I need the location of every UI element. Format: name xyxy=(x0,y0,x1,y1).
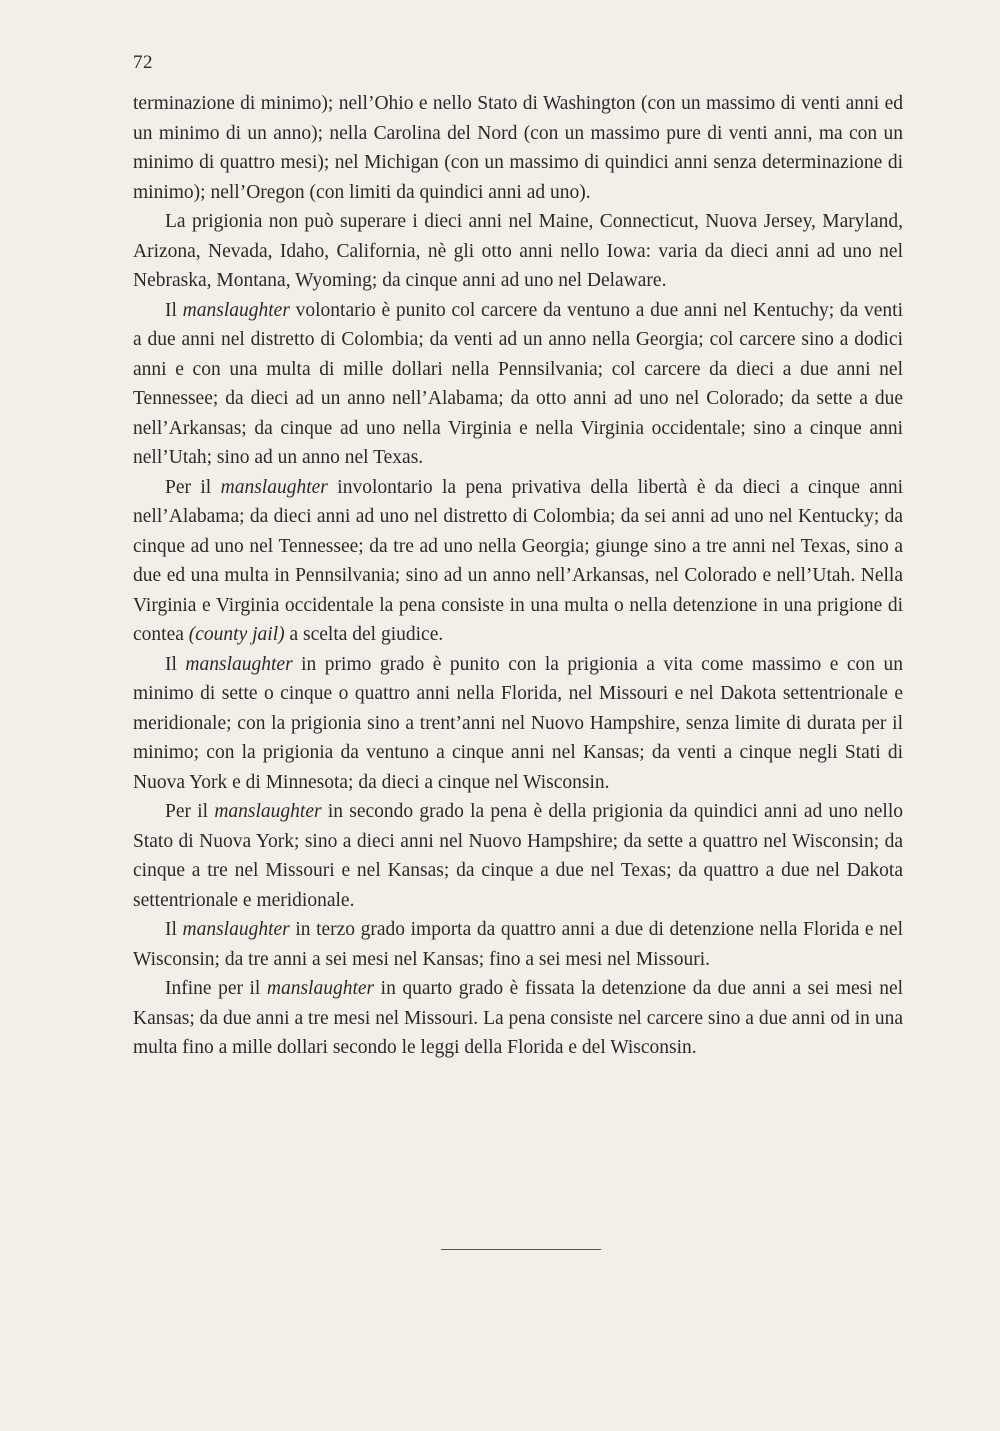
body-text xyxy=(133,89,903,1063)
paragraph xyxy=(133,797,903,915)
paragraph xyxy=(133,207,903,296)
italic-term: manslaughter xyxy=(182,299,290,321)
text-run: Per il xyxy=(165,801,215,822)
text-run: Il xyxy=(165,653,186,675)
text-run: volontario è punito col carcere da ventuno a due anni nel Kentuchy; da venti a due anni nel distretto di Colombia; da venti ad un anno nella Georgia; col carcere sino a dodici anni e con una multa di mille dollari nella Pennsilvania; col carcere da dieci a due anni nel Tennessee; da dieci ad un anno nell’Alabama; da otto anni ad uno nel Colorado; da sette a due nell’Arkansas; da cinque ad uno nella Virginia e nella Virginia occidentale; sino a cinque anni nell’Utah; sino ad un anno nel Texas. xyxy=(133,299,903,468)
italic-term: manslaughter xyxy=(214,801,322,822)
paragraph xyxy=(133,89,903,207)
paragraph xyxy=(133,974,903,1063)
paragraph xyxy=(133,650,903,798)
italic-term: manslaughter xyxy=(182,919,290,940)
text-run: in terzo grado importa da quattro anni a due di detenzione nella Florida e nel Wisconsin; da tre anni a sei mesi nel Kansas; fino a sei mesi nel Missouri. xyxy=(133,919,903,970)
italic-term: manslaughter xyxy=(266,978,375,999)
italic-term: (county jail) xyxy=(188,624,285,645)
italic-term: manslaughter xyxy=(220,476,328,498)
text-run: La prigionia non può superare i dieci anni nel Maine, Connecticut, Nuova Jersey, Maryland, Arizona, Nevada, Idaho, California, nè gli otto anni nello Iowa: varia da dieci anni ad uno nel Nebraska, Montana, Wyoming; da cinque anni ad uno nel Delaware. xyxy=(133,211,903,291)
italic-term: manslaughter xyxy=(185,653,293,675)
text-run: in primo grado è punito con la prigionia a vita come massimo e con un minimo di sette o cinque o quattro anni nella Florida, nel Missouri e nel Dakota settentrionale e meridionale; con la prigionia sino a trent’anni nel Nuovo Hampshire, senza limite di durata per il minimo; con la prigionia da ventuno a cinque anni nel Kansas; da venti a cinque negli Stati di Nuova York e di Minnesota; da dieci a cinque nel Wisconsin. xyxy=(133,653,903,793)
text-run: Infine per il xyxy=(165,978,267,999)
paragraph xyxy=(133,915,903,974)
text-run: in secondo grado la pena è della prigionia da quindici anni ad uno nello Stato di Nuova York; sino a dieci anni nel Nuovo Hampshire; da sette a quattro nel Wisconsin; da cinque a tre nel Missouri e nel Kansas; da cinque a due nel Texas; da quattro a due nel Dakota settentrionale e meridionale. xyxy=(133,801,903,911)
end-rule xyxy=(441,1249,601,1250)
text-run: terminazione di minimo); nell’Ohio e nello Stato di Washington (con un massimo di venti anni ed un minimo di un anno); nella Carolina del Nord (con un massimo pure di venti anni, ma con un minimo di quattro mesi); nel Michigan (con un massimo di quindici anni senza determinazione di minimo); nell’Oregon (con limiti da quindici anni ad uno). xyxy=(133,93,903,203)
text-run: a scelta del giudice. xyxy=(284,624,444,645)
text-run: involontario la pena privativa della libertà è da dieci a cinque anni nell’Alabama; da dieci anni ad uno nel distretto di Colombia; da sei anni ad uno nel Kentucky; da cinque ad uno nel Tennessee; da tre ad uno nella Georgia; giunge sino a tre anni nel Texas, sino a due ed una multa in Pennsilvania; sino ad un anno nell’Arkansas, nel Colorado e nell’Utah. Nella Virginia e Virginia occidentale la pena consiste in una multa o nella detenzione in una prigione di contea xyxy=(133,476,903,645)
text-run: in quarto grado è fissata la detenzione da due anni a sei mesi nel Kansas; da due anni a tre mesi nel Missouri. La pena consiste nel carcere sino a due anni od in una multa fino a mille dollari secondo le leggi della Florida e del Wisconsin. xyxy=(133,978,904,1058)
paragraph xyxy=(133,473,903,650)
text-run: Il xyxy=(165,919,183,940)
paragraph xyxy=(133,296,903,473)
page-number: 72 xyxy=(133,52,153,73)
text-run: Per il xyxy=(165,476,221,498)
text-run: Il xyxy=(165,299,183,321)
